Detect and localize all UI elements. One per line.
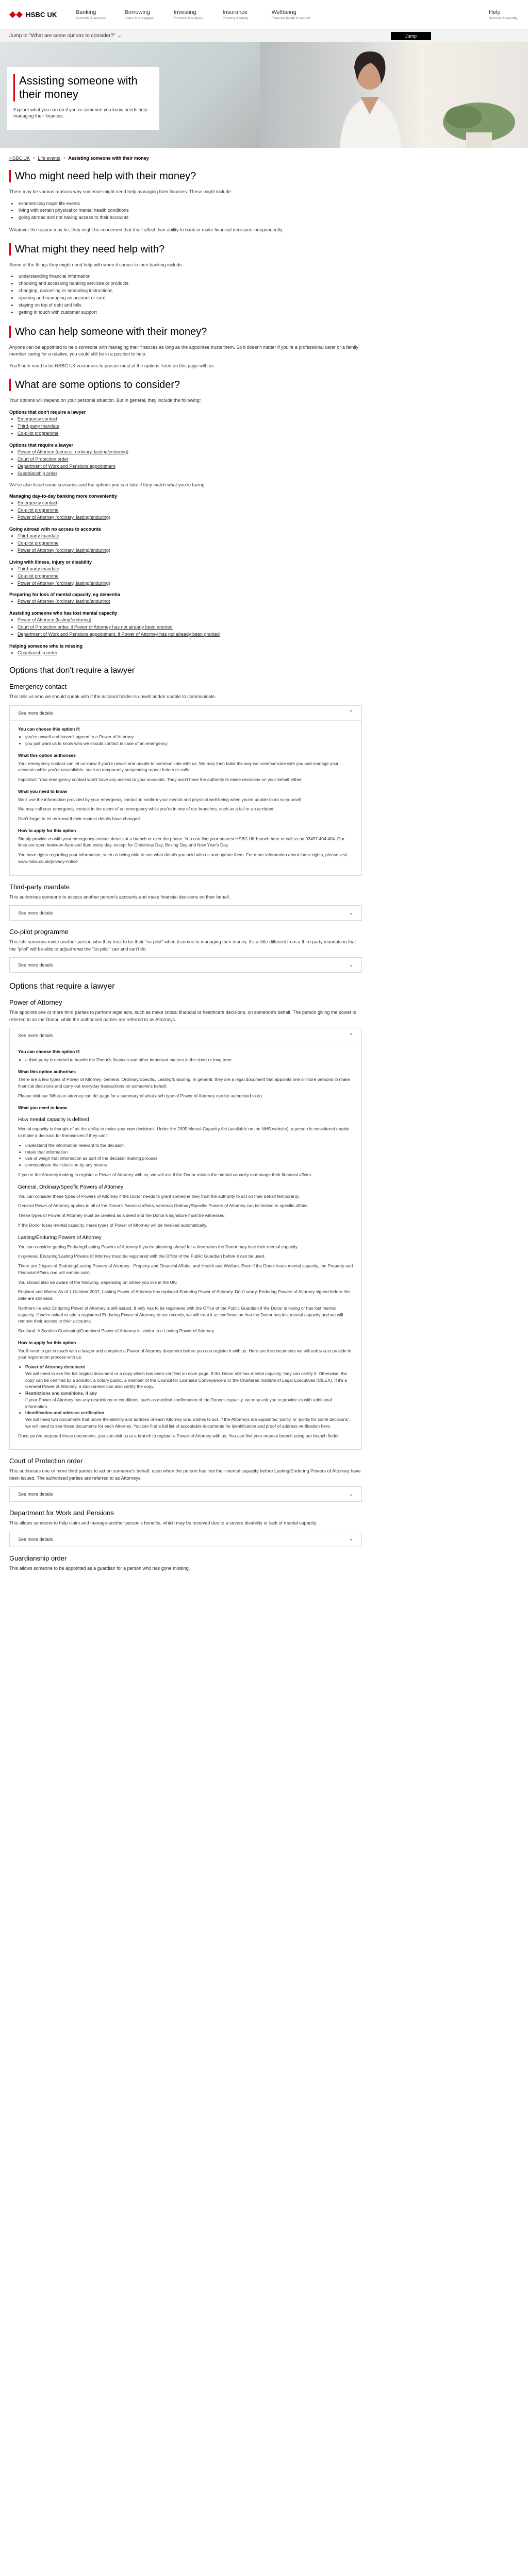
content-subtitle: You can choose this option if: bbox=[18, 1049, 80, 1055]
list-item bbox=[18, 456, 362, 463]
jump-bar bbox=[0, 30, 528, 42]
group-title: Managing day-to-day banking more conveniently bbox=[9, 494, 118, 499]
paragraph: You'll both need to be HSBC UK customers to pursue most of the options listed on this page with us. bbox=[9, 363, 216, 368]
list-item bbox=[18, 547, 362, 554]
paragraph: Simply provide us with your emergency contact details at a branch or over the phone. You can find your nearest HSBC UK branch here or call us on 03457 404 404. Our lines are open between 8am and 8pm every day, except for Christmas Day, Boxing Day and New Year's Day. bbox=[18, 836, 345, 848]
paragraph: You have rights regarding your information, such as being able to see what details you hold with us and update them. For more information about these rights, please visit www.hsbc.co.uk/privacy-notice bbox=[18, 852, 348, 864]
jump-select-value: Jump to "What are some options to consider?" bbox=[9, 33, 116, 39]
group-title: Living with illness, injury or disability bbox=[9, 559, 92, 565]
paragraph: Your emergency contact can let us know if you're unwell and unable to communicate with us. We may then tailor the way we communicate with you and manage your accounts while you're unavailable, such as temporarily suspending repeat letters or calls. bbox=[18, 760, 339, 773]
list-item bbox=[25, 1410, 353, 1429]
group-title: Helping someone who is missing bbox=[9, 643, 83, 649]
item-text: If your Power of Attorney has any restrictions or conditions, such as medical confirmation of the Donor's capacity, we may ask you to provide us with additional information. bbox=[25, 1397, 332, 1409]
main-content bbox=[0, 170, 371, 1572]
group-title: Preparing for loss of mental capacity, eg dementia bbox=[9, 592, 120, 598]
paragraph: You can consider getting Enduring/Lasting Powers of Attorney if you're planning ahead for a time when the Donor may lose their mental capacity. bbox=[18, 1244, 299, 1249]
group-title: Options that don't require a lawyer bbox=[9, 409, 86, 415]
options-group bbox=[9, 410, 362, 478]
top-navigation bbox=[0, 0, 528, 30]
nav-title: Wellbeing bbox=[271, 9, 296, 15]
option-link[interactable]: Court of Protection order, if Power of Attorney has not already been granted bbox=[18, 624, 173, 630]
paragraph: This authorises someone to access another person's accounts and make financial decisions on their behalf. bbox=[9, 894, 230, 900]
accordion-label: See more details bbox=[18, 1492, 53, 1497]
paragraph: Anyone can be appointed to help someone with managing their finances as long as the appointee trusts them. So it doesn't matter if you're a professional carer or a family member caring for a relative, you could still be in a position to help. bbox=[9, 344, 358, 357]
section-title-options: What are some options to consider? bbox=[9, 379, 362, 391]
list-item bbox=[18, 507, 362, 514]
accordion-toggle[interactable] bbox=[10, 1028, 361, 1043]
breadcrumb-home[interactable]: HSBC UK bbox=[9, 155, 30, 161]
option-link[interactable]: Third-party mandate bbox=[18, 533, 60, 538]
nav-title: Insurance bbox=[222, 9, 248, 15]
hsbc-logo[interactable] bbox=[9, 11, 57, 19]
paragraph: Northern Ireland: Enduring Power of Attorney is still issued. It only has to be registered with the Office of the Public Guardian if the Donor is losing or has lost mental capacity. If we're asked to add a registered Enduring Power of Attorney to our records, we will treat it as confirmation that the Donor has lost mental capacity and we will remove their access to their accounts. bbox=[18, 1305, 343, 1324]
section-title-what-help: What might they need help with? bbox=[9, 243, 362, 256]
breadcrumb bbox=[0, 148, 528, 167]
list-item bbox=[18, 580, 362, 587]
nav-title: Help bbox=[489, 9, 501, 15]
content-subtitle: What you need to know bbox=[18, 1105, 67, 1110]
accordion-label: See more details bbox=[18, 910, 53, 916]
option-link[interactable]: Power of Attorney (general, ordinary, lasting/enduring) bbox=[18, 449, 128, 454]
scenario-group bbox=[9, 494, 362, 657]
main-nav bbox=[75, 9, 519, 20]
paragraph: We'll use the information provided by your emergency contact to confirm your mental and physical well-being when you're unable to do so yourself. bbox=[18, 796, 303, 802]
subsection-title-lawyer: Options that require a lawyer bbox=[9, 982, 115, 991]
option-link[interactable]: Department of Work and Pensions appointment bbox=[18, 463, 116, 469]
paragraph: You should also be aware of the following, depending on where you live in the UK: bbox=[18, 1279, 177, 1285]
paragraph: This lets someone invite another person who they trust to be their "co-pilot" when it comes to managing their money. It's a little different from a third-party mandate in that the "pilot" will be able to adjust what the "co-pilot" can and can't do. bbox=[9, 939, 356, 952]
paragraph: Scotland: A Scottish Continuing/Combined Power of Attorney is similar to a Lasting Power of Attorney. bbox=[18, 1328, 215, 1334]
chevron-right-icon: › bbox=[33, 155, 35, 161]
paragraph: This tells us who we should speak with if the account holder is unwell and/or unable to communicate. bbox=[9, 694, 217, 700]
paragraph: There are 2 types of Enduring/Lasting Powers of Attorney - Property and Financial Affairs, and Health and Welfare. Even if the Donor loses mental capacity, the Property and Financial Affairs one will remain valid. bbox=[18, 1263, 353, 1275]
paragraph: There are a few types of Power of Attorney: General, Ordinary/Specific, Lasting/Enduring. In general, they are a legal document that appoints one or more persons to make financial decisions and carry out everyday transactions on someone's behalf. bbox=[18, 1077, 350, 1089]
paragraph: In general, Enduring/Lasting Powers of Attorney must be registered with the Office of the Public Guardian before it can be used. bbox=[18, 1253, 266, 1259]
hero-card bbox=[7, 67, 159, 130]
accordion-label: See more details bbox=[18, 1033, 53, 1039]
bullet-list bbox=[18, 200, 362, 222]
paragraph: This allows someone to be appointed as a guardian for a person who has gone missing. bbox=[9, 1565, 190, 1571]
option-title-dwp: Department for Work and Pensions bbox=[9, 1509, 114, 1517]
option-link[interactable]: Co-pilot programme bbox=[18, 430, 59, 436]
paragraph: Once you've prepared these documents, you can visit us at a branch to register a Power of Attorney with us. You can find your nearest branch using our branch finder. bbox=[18, 1433, 340, 1438]
item-heading: Identification and address verification bbox=[25, 1410, 105, 1416]
hero-banner bbox=[0, 42, 528, 148]
chevron-down-icon: ⌄ bbox=[349, 962, 353, 968]
content-subtitle: How to apply for this option bbox=[18, 827, 76, 833]
accordion-toggle[interactable] bbox=[10, 958, 361, 972]
nav-subtitle: Products & analysis bbox=[173, 16, 203, 20]
nav-wellbeing[interactable] bbox=[271, 9, 320, 20]
content-subtitle: What you need to know bbox=[18, 788, 67, 794]
option-link[interactable]: Court of Protection order bbox=[18, 456, 69, 462]
list-item: • opening and managing an account or card bbox=[18, 295, 362, 302]
paragraph: You'll need to get in touch with a lawyer and complete a Power of Attorney document before you can register it with us. Here are the documents we will ask you to provide in your registration process with us: bbox=[18, 1348, 352, 1360]
dwp-accordion bbox=[9, 1532, 362, 1547]
list-item: • you just want us to know who we should contact in case of an emergency bbox=[25, 740, 353, 747]
chevron-up-icon: ⌃ bbox=[349, 710, 353, 716]
jump-button[interactable]: Jump bbox=[391, 32, 431, 40]
list-item bbox=[25, 1390, 353, 1410]
paragraph: General Power of Attorney applies to all of the Donor's financial affairs, whereas Ordinary/Specific Powers of Attorney can be limited to specific affairs. bbox=[18, 1203, 309, 1209]
list-item: • changing, cancelling or amending instructions bbox=[18, 287, 362, 295]
option-link[interactable]: Power of Attorney (lasting/enduring) bbox=[18, 617, 92, 623]
nav-subtitle: Loans & mortgages bbox=[124, 16, 154, 20]
option-title-third-party-mandate: Third-party mandate bbox=[9, 883, 70, 891]
group-title: Options that require a lawyer bbox=[9, 442, 74, 448]
option-link[interactable]: Guardianship order bbox=[18, 470, 58, 476]
option-title-guardianship: Guardianship order bbox=[9, 1554, 67, 1562]
list-item: • experiencing major life events bbox=[18, 200, 362, 208]
list-item bbox=[18, 566, 362, 573]
list-item: • communicate their decision by any means bbox=[25, 1162, 353, 1168]
nav-subtitle: Accounts & services bbox=[75, 16, 106, 20]
accordion-toggle[interactable] bbox=[10, 906, 361, 920]
accordion-label: See more details bbox=[18, 1536, 53, 1542]
option-title-emergency-contact: Emergency contact bbox=[9, 683, 67, 691]
option-link[interactable]: Co-pilot programme bbox=[18, 507, 59, 513]
paragraph: If you're the Attorney looking to register a Power of Attorney with us, we will ask if the Donor retains the mental capacity to manage their financial affairs. bbox=[18, 1172, 312, 1177]
paragraph: We've also listed some scenarios and the options you can take if they match what you're facing: bbox=[9, 482, 206, 487]
list-item: • you're unwell and haven't agreed to a Power of Attorney bbox=[25, 734, 353, 740]
chevron-right-icon: › bbox=[63, 155, 65, 161]
nav-borrowing[interactable] bbox=[124, 9, 173, 20]
paragraph: Mental capacity is thought of as the ability to make your own decisions. Under the 2005 Mental Capacity Act (available on the NHS website), a person is considered unable to make a decision for themselves if they can't: bbox=[18, 1126, 350, 1139]
nav-title: Banking bbox=[75, 9, 96, 15]
section-title-who-needs-help: Who might need help with their money? bbox=[9, 170, 362, 182]
list-item bbox=[18, 430, 362, 437]
list-item bbox=[18, 573, 362, 580]
chevron-down-icon: ⌄ bbox=[117, 33, 122, 39]
paragraph: This allows someone to help claim and manage another person's benefits, which may be received due to a severe disability or lack of mental capacity. bbox=[9, 1520, 317, 1526]
group-title: Going abroad with no access to accounts bbox=[9, 526, 102, 532]
chevron-down-icon: ⌄ bbox=[349, 1536, 353, 1543]
emergency-contact-accordion bbox=[9, 705, 362, 876]
chevron-up-icon: ⌃ bbox=[349, 1032, 353, 1039]
list-item bbox=[18, 650, 362, 657]
option-link[interactable]: Power of Attorney (ordinary, lasting/enduring) bbox=[18, 580, 110, 586]
nav-subtitle: Services & security bbox=[489, 16, 518, 20]
option-link[interactable]: Co-pilot programme bbox=[18, 573, 59, 579]
list-item bbox=[25, 1364, 353, 1390]
co-pilot-accordion bbox=[9, 957, 362, 973]
list-item: • use or weigh that information as part of the decision making process bbox=[25, 1155, 353, 1162]
nav-insurance[interactable] bbox=[222, 9, 271, 20]
hero-description: Explore what you can do if you or someone you know needs help managing their finances. bbox=[13, 107, 147, 119]
item-text: We will need to see the full original document or a copy which has been certified on each page. If the Donor still has mental capacity, they can certify it. Otherwise, the copy can be certified by a solicitor, a notary public, a member of the Council for Licensed Conveyancers or the Chartered Institute of Legal Executives (CILEX). If it's a General Power of Attorney, a stockbroker can also certify the copy. bbox=[25, 1370, 347, 1389]
content-subtitle: What this option authorises bbox=[18, 752, 76, 758]
option-title-power-of-attorney: Power of Attorney bbox=[9, 998, 62, 1007]
nav-subtitle: Property & family bbox=[222, 16, 249, 20]
section-title-who-can-help: Who can help someone with their money? bbox=[9, 326, 362, 338]
list-item bbox=[18, 624, 362, 631]
option-link[interactable]: Power of Attorney (ordinary, lasting/enduring) bbox=[18, 547, 110, 553]
list-item bbox=[18, 533, 362, 540]
nav-title: Borrowing bbox=[124, 9, 151, 15]
list-item: • living with certain physical or mental health conditions bbox=[18, 207, 362, 214]
content-heading: Lasting/Enduring Powers of Attorney bbox=[18, 1234, 102, 1241]
third-party-accordion bbox=[9, 905, 362, 921]
content-subtitle: How to apply for this option bbox=[18, 1340, 76, 1345]
content-heading: How mental capacity is defined bbox=[18, 1117, 89, 1123]
chevron-down-icon: ⌄ bbox=[349, 910, 353, 916]
paragraph: We may call your emergency contact in the event of an emergency while you're in one of our branches, such as a fall or an accident. bbox=[18, 806, 275, 812]
nav-title: Investing bbox=[173, 9, 196, 15]
page-title: Assisting someone with their money bbox=[13, 74, 153, 101]
option-link[interactable]: Third-party mandate bbox=[18, 566, 60, 571]
power-of-attorney-accordion bbox=[9, 1028, 362, 1450]
subsection-title-no-lawyer: Options that don't require a lawyer bbox=[9, 666, 135, 675]
content-subtitle: What this option authorises bbox=[18, 1069, 76, 1074]
option-link[interactable]: Power of Attorney (ordinary, lasting/enduring) bbox=[18, 514, 110, 520]
option-link[interactable]: Guardianship order bbox=[18, 650, 58, 656]
list-item bbox=[18, 423, 362, 430]
accordion-content bbox=[10, 720, 361, 875]
option-link[interactable]: Department of Work and Pensions appointment, if Power of Attorney has not already been granted bbox=[18, 632, 220, 637]
nav-help[interactable] bbox=[488, 9, 519, 20]
item-heading: Restrictions and conditions, if any bbox=[25, 1391, 97, 1396]
list-item: • retain that information bbox=[25, 1149, 353, 1156]
paragraph: This authorises one or more third parties to act on someone's behalf, even when the person has lost their mental capacity before Lasting/Enduring Powers of Attorney have been issued. The authorised parties are referred to as Attorneys. bbox=[9, 1468, 361, 1481]
list-item bbox=[18, 617, 362, 624]
nav-subtitle: Financial health & support bbox=[271, 16, 310, 20]
paragraph: Don't forget to let us know if their contact details have changed. bbox=[18, 816, 141, 822]
content-heading: General, Ordinary/Specific Powers of Attorney bbox=[18, 1184, 123, 1190]
paragraph: If the Donor loses mental capacity, these types of Power of Attorney will be revoked automatically. bbox=[18, 1222, 207, 1228]
hero-plant-illustration bbox=[438, 101, 520, 148]
list-item bbox=[18, 463, 362, 470]
list-item: • getting in touch with customer support bbox=[18, 309, 362, 316]
paragraph: You can consider these types of Powers of Attorney if the Donor needs to grant someone they trust the authority to act on their behalf temporarily. bbox=[18, 1193, 300, 1199]
hero-person-illustration bbox=[329, 47, 407, 148]
list-item: • understand the information relevant to the decision bbox=[25, 1142, 353, 1149]
accordion-toggle[interactable] bbox=[10, 1532, 361, 1547]
list-item bbox=[18, 540, 362, 547]
option-link[interactable]: Power of Attorney (ordinary, lasting/enduring) bbox=[18, 599, 110, 604]
paragraph: Your options will depend on your personal situation. But in general, they include the following: bbox=[9, 398, 201, 403]
option-link[interactable]: Co-pilot programme bbox=[18, 540, 59, 546]
paragraph: These types of Power of Attorney must be created as a deed and the Donor's signature must be witnessed. bbox=[18, 1213, 226, 1218]
list-item: • going abroad and not having access to their accounts bbox=[18, 214, 362, 222]
list-item bbox=[18, 631, 362, 638]
accordion-toggle[interactable] bbox=[10, 706, 361, 720]
list-item: • staying on top of debt and bills bbox=[18, 302, 362, 309]
paragraph: Please visit our 'What an attorney can do' page for a summary of what each type of Power of Attorney can be authorised to do. bbox=[18, 1093, 263, 1098]
list-item: • understanding financial information bbox=[18, 273, 362, 280]
option-link[interactable]: Emergency contact bbox=[18, 416, 58, 421]
accordion-toggle[interactable] bbox=[10, 1487, 361, 1501]
breadcrumb-life-events[interactable]: Life events bbox=[38, 155, 60, 161]
accordion-label: See more details bbox=[18, 710, 53, 716]
content-subtitle: You can choose this option if: bbox=[18, 726, 80, 732]
list-item bbox=[18, 598, 362, 605]
list-item: • choosing and accessing banking services or products bbox=[18, 280, 362, 287]
item-text: We will need two documents that prove the identity and address of each Attorney who wishes to act. If the Attorneys are appointed 'jointly' or 'jointly for some decisions', we will need to see these documents for each Attorney. You can find a full list of acceptable documents for identification and proof of address verification here. bbox=[25, 1417, 350, 1429]
list-item bbox=[18, 500, 362, 507]
bullet-list bbox=[18, 273, 362, 316]
nav-investing[interactable] bbox=[173, 9, 222, 20]
list-item bbox=[18, 449, 362, 456]
court-of-protection-accordion bbox=[9, 1486, 362, 1502]
list-item bbox=[18, 416, 362, 423]
group-title: Assisting someone who has lost mental capacity bbox=[9, 611, 118, 616]
accordion-content bbox=[10, 1043, 361, 1449]
item-heading: Power of Attorney document bbox=[25, 1364, 85, 1370]
option-link[interactable]: Third-party mandate bbox=[18, 423, 60, 429]
logo-text: HSBC UK bbox=[26, 11, 57, 19]
accordion-label: See more details bbox=[18, 962, 53, 968]
jump-select[interactable] bbox=[9, 33, 391, 39]
hsbc-hexagon-icon bbox=[9, 11, 23, 18]
paragraph: There may be various reasons why someone might need help managing their finances. These might include: bbox=[9, 189, 233, 194]
option-link[interactable]: Emergency contact bbox=[18, 500, 58, 505]
breadcrumb-current: Assisting someone with their money bbox=[68, 155, 149, 161]
list-item: • a third party is needed to handle the Donor's finances and other important matters in the short or long term bbox=[25, 1057, 353, 1063]
option-title-co-pilot: Co-pilot programme bbox=[9, 928, 69, 936]
paragraph: England and Wales: As of 1 October 2007, Lasting Power of Attorney has replaced Enduring Power of Attorney. Don't worry, Enduring Powers of Attorney signed before this date are still valid. bbox=[18, 1289, 351, 1301]
list-item bbox=[18, 514, 362, 521]
nav-banking[interactable] bbox=[75, 9, 124, 20]
list-item bbox=[18, 470, 362, 478]
paragraph: Important: Your emergency contact won't have any access to your accounts. They won't have the authority to make decisions on your behalf either. bbox=[18, 777, 303, 783]
paragraph: This appoints one or more third parties to perform legal acts, such as make critical financial or healthcare decisions, on someone's behalf. The person giving the power is referred to as the Donor, while the authorised parties are referred to as Attorneys. bbox=[9, 1010, 356, 1022]
paragraph: Some of the things they might need help with when it comes to their banking include: bbox=[9, 262, 184, 267]
chevron-down-icon: ⌄ bbox=[349, 1491, 353, 1497]
paragraph: Whatever the reason may be, they might be concerned that it will affect their ability to bank or make financial decisions independently. bbox=[9, 227, 284, 233]
option-title-court-of-protection: Court of Protection order bbox=[9, 1457, 83, 1465]
